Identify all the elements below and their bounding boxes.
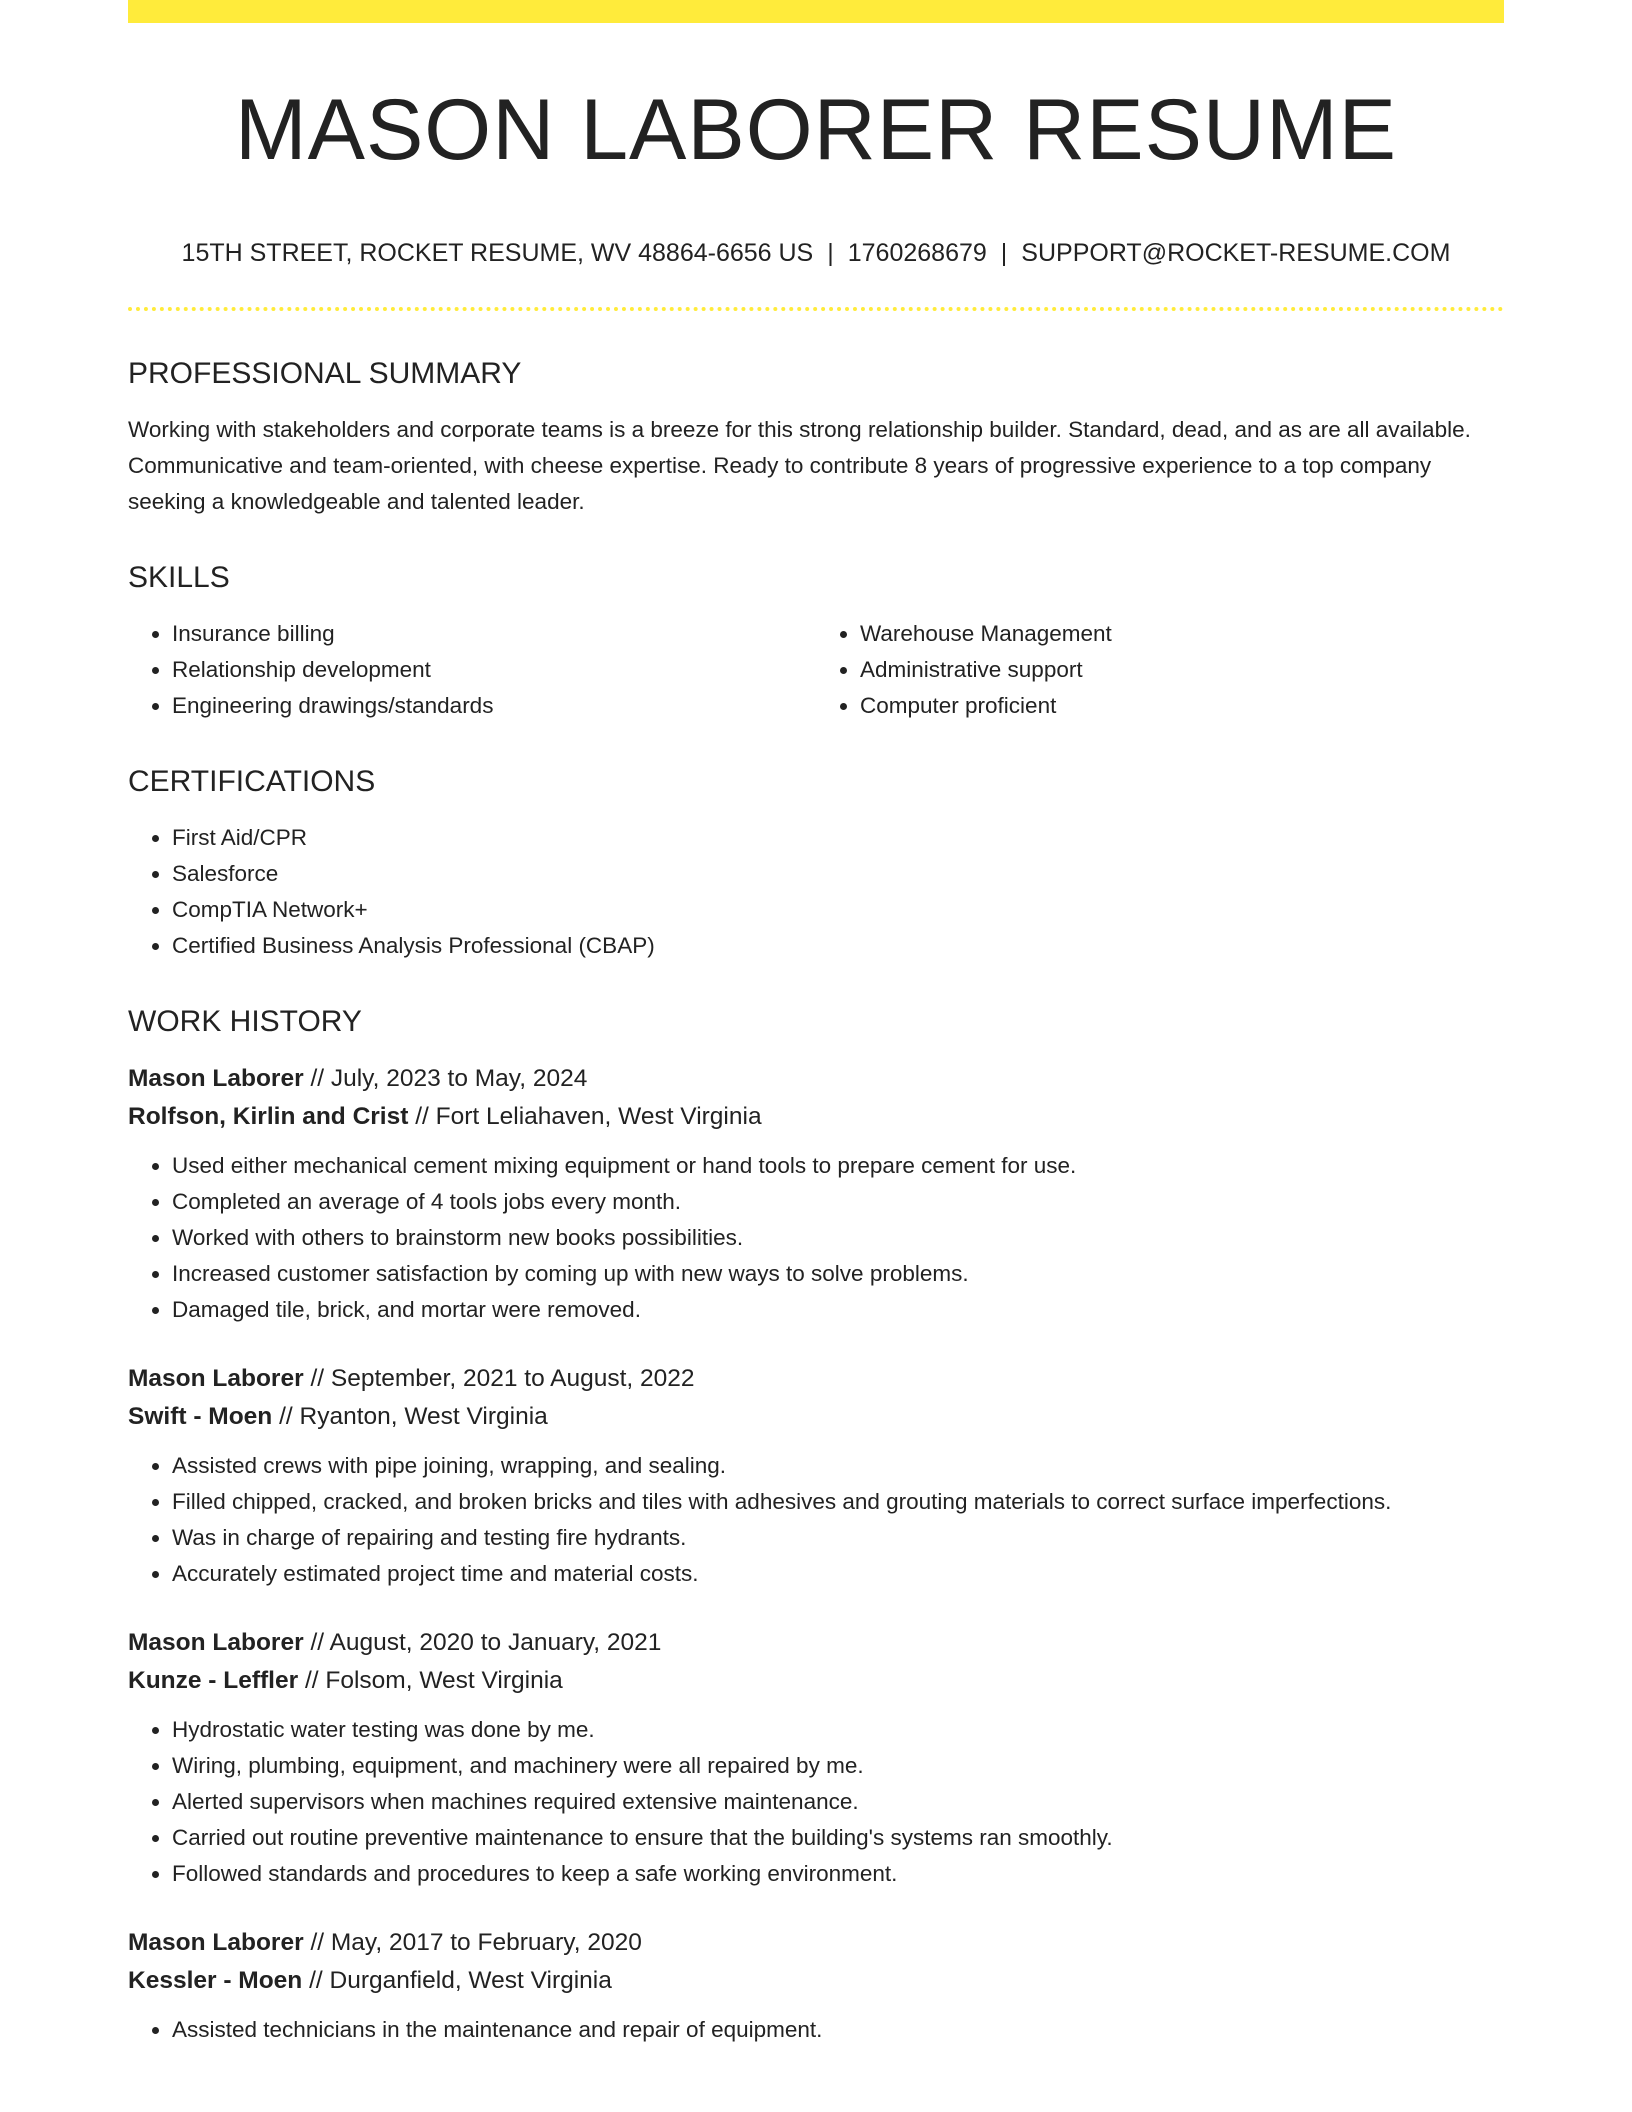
job-bullet: • Followed standards and procedures to keep a safe working environment.	[172, 1856, 1504, 1892]
job-bullets	[128, 1148, 1504, 1328]
job-bullet: • Was in charge of repairing and testing fire hydrants.	[172, 1520, 1504, 1556]
job-title-line	[128, 1360, 1504, 1398]
certification-item: • First Aid/CPR	[172, 820, 1504, 856]
job-bullet: • Worked with others to brainstorm new books possibilities.	[172, 1220, 1504, 1256]
summary-text: Working with stakeholders and corporate teams is a breeze for this strong relationship builder. Standard, dead, and as are all available. Communicative and team-oriented, with cheese expertise. Ready to contribute 8 years of progressive experience to a top company seeking a knowledgeable and talented leader.	[128, 417, 1471, 514]
contact-separator: |	[827, 239, 834, 267]
skills-section	[128, 556, 1504, 724]
job-bullet: • Assisted technicians in the maintenance and repair of equipment.	[172, 2012, 1504, 2048]
job-dates: // September, 2021 to August, 2022	[310, 1365, 695, 1392]
job-bullets	[128, 1712, 1504, 1892]
contact-address: 15TH STREET, ROCKET RESUME, WV 48864-6656 US	[181, 239, 814, 267]
job-dates: // May, 2017 to February, 2020	[310, 1929, 642, 1956]
work-history-section	[128, 1000, 1504, 2048]
job-location: // Durganfield, West Virginia	[309, 1967, 612, 1994]
job-location: // Ryanton, West Virginia	[279, 1403, 548, 1430]
job-bullets	[128, 1448, 1504, 1592]
certification-item: • CompTIA Network+	[172, 892, 1504, 928]
certifications-section	[128, 760, 1504, 964]
job-title-line	[128, 1060, 1504, 1098]
job-bullets	[128, 2012, 1504, 2048]
skills-heading: SKILLS	[128, 561, 230, 594]
job-entry	[128, 1060, 1504, 1328]
job-company-line	[128, 1098, 1504, 1136]
job-bullet: • Increased customer satisfaction by coming up with new ways to solve problems.	[172, 1256, 1504, 1292]
job-bullet: • Hydrostatic water testing was done by me.	[172, 1712, 1504, 1748]
job-dates: // July, 2023 to May, 2024	[310, 1065, 588, 1092]
job-entry	[128, 1924, 1504, 2048]
job-bullet: • Used either mechanical cement mixing equipment or hand tools to prepare cement for use.	[172, 1148, 1504, 1184]
job-bullet: • Damaged tile, brick, and mortar were removed.	[172, 1292, 1504, 1328]
job-entry	[128, 1624, 1504, 1892]
certifications-list	[128, 820, 1504, 964]
work-history-heading: WORK HISTORY	[128, 1005, 362, 1038]
job-title-line	[128, 1624, 1504, 1662]
job-company: Rolfson, Kirlin and Crist	[128, 1103, 409, 1130]
job-company-line	[128, 1962, 1504, 2000]
accent-top-bar	[128, 0, 1504, 23]
job-company: Kessler - Moen	[128, 1967, 303, 1994]
job-title-line	[128, 1924, 1504, 1962]
job-company-line	[128, 1662, 1504, 1700]
job-bullet: • Accurately estimated project time and material costs.	[172, 1556, 1504, 1592]
job-role: Mason Laborer	[128, 1929, 304, 1956]
job-bullet: • Assisted crews with pipe joining, wrapping, and sealing.	[172, 1448, 1504, 1484]
job-role: Mason Laborer	[128, 1629, 304, 1656]
job-role: Mason Laborer	[128, 1365, 304, 1392]
skill-item: • Computer proficient	[860, 688, 1504, 724]
resume-body	[128, 352, 1504, 2048]
skill-item: • Insurance billing	[172, 616, 816, 652]
job-bullet: • Alerted supervisors when machines required extensive maintenance.	[172, 1784, 1504, 1820]
skill-item: • Administrative support	[860, 652, 1504, 688]
skills-right-list	[816, 616, 1504, 724]
skills-columns	[128, 616, 1504, 724]
job-bullet: • Completed an average of 4 tools jobs every month.	[172, 1184, 1504, 1220]
job-bullet: • Filled chipped, cracked, and broken bricks and tiles with adhesives and grouting materials to correct surface imperfections.	[172, 1484, 1504, 1520]
job-bullet: • Carried out routine preventive maintenance to ensure that the building's systems ran smoothly.	[172, 1820, 1504, 1856]
skills-left-list	[128, 616, 816, 724]
job-role: Mason Laborer	[128, 1065, 304, 1092]
certification-item: • Certified Business Analysis Professional (CBAP)	[172, 928, 1504, 964]
contact-line	[128, 236, 1504, 270]
skill-item: • Relationship development	[172, 652, 816, 688]
summary-section	[128, 352, 1504, 520]
certifications-heading: CERTIFICATIONS	[128, 765, 376, 798]
job-dates: // August, 2020 to January, 2021	[310, 1629, 662, 1656]
contact-phone: 1760268679	[847, 239, 987, 267]
skill-item: • Warehouse Management	[860, 616, 1504, 652]
resume-title: MASON LABORER RESUME	[234, 82, 1398, 178]
contact-separator: |	[1000, 239, 1008, 267]
job-entry	[128, 1360, 1504, 1592]
summary-heading: PROFESSIONAL SUMMARY	[128, 357, 522, 390]
job-company-line	[128, 1398, 1504, 1436]
contact-email: SUPPORT@ROCKET-RESUME.COM	[1021, 239, 1451, 267]
job-location: // Fort Leliahaven, West Virginia	[415, 1103, 762, 1130]
job-bullet: • Wiring, plumbing, equipment, and machinery were all repaired by me.	[172, 1748, 1504, 1784]
job-company: Kunze - Leffler	[128, 1667, 299, 1694]
certification-item: • Salesforce	[172, 856, 1504, 892]
job-company: Swift - Moen	[128, 1403, 273, 1430]
dotted-divider	[128, 307, 1504, 311]
skill-item: • Engineering drawings/standards	[172, 688, 816, 724]
job-location: // Folsom, West Virginia	[304, 1667, 563, 1694]
